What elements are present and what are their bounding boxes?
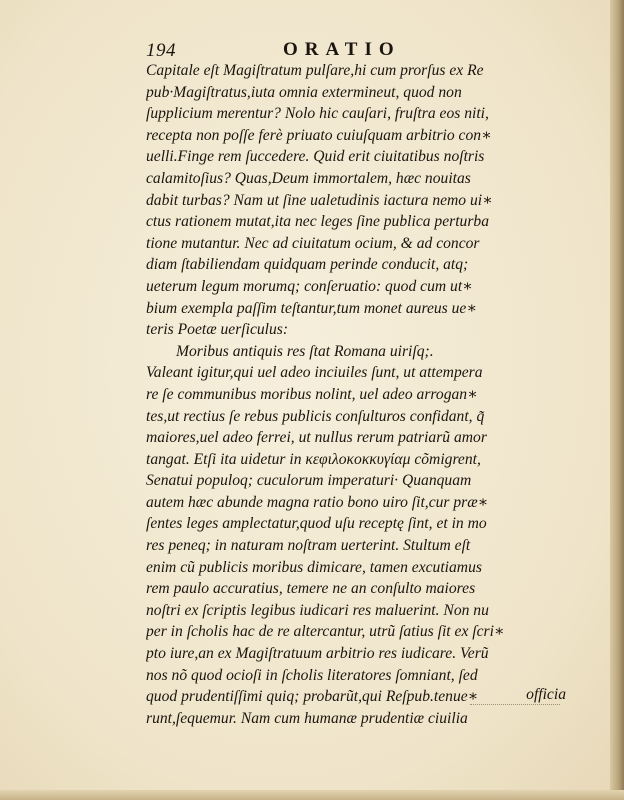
text-line: ſupplicium merentur? Nolo hic cauſari, fruſtra eos niti, (146, 105, 489, 123)
text-line: autem hæc abunde magna ratio bono uiro ſit,cur præ∗ (146, 493, 489, 511)
text-line: re ſe communibus moribus nolint, uel adeo arrogan∗ (146, 385, 478, 403)
text-line: nos nõ quod ocioſi in ſcholis literatores ſomniant, ſed (146, 666, 478, 684)
text-line: runt,ſequemur. Nam cum humanæ prudentiæ ciuilia (146, 709, 468, 727)
text-line: tes,ut rectius ſe rebus publicis conſulturos confidant, q̃ (146, 407, 485, 425)
text-line: teris Poetæ uerſiculus: (146, 321, 289, 339)
text-line: Senatui populoq; cuculorum imperaturi· Quanquam (146, 472, 472, 490)
text-line: Capitale eſt Magiſtratum pulſare,hi cum prorſus ex Re (146, 62, 484, 79)
text-line: diam ſtabiliendam quidquam perinde conducit, atq; (146, 256, 469, 274)
catchword-dots (470, 704, 560, 706)
text-line: ueterum legum morumq; conſeruatio: quod cum ut∗ (146, 277, 473, 295)
text-line: bium exempla paſſim teſtantur,tum monet aureus ue∗ (146, 299, 477, 317)
text-line: tione mutantur. Nec ad ciuitatum ocium, & ad concor (146, 234, 480, 252)
page-number: 194 (146, 40, 176, 61)
text-line: enim cũ publicis moribus dimicare, tamen excutiamus (146, 558, 482, 576)
text-line: ſentes leges amplectatur,quod uſu receptę ſint, et in mo (146, 515, 487, 533)
text-line: Valeant igitur,qui uel adeo inciuiles ſunt, ut attempera (146, 364, 483, 382)
text-line: res peneq; in naturam noſtram uerterint. Stultum eſt (146, 537, 471, 555)
text-line: quod prudentiſſimi quiq; probarũt,qui Reſpub.tenue∗ (146, 688, 479, 706)
page-edge-right (610, 0, 624, 800)
text-line: per in ſcholis hac de re altercantur, utrũ ſatius ſit ex ſcri∗ (146, 623, 505, 641)
text-line: calamitoſius? Quas,Deum immortalem, hæc nouitas (146, 169, 471, 187)
text-line: pub·Magiſtratus,iuta omnia extermineut, quod non (146, 83, 462, 101)
text-line: pto iure,an ex Magiſtratuum arbitrio res iudicare. Verũ (146, 645, 489, 663)
text-line: dabit turbas? Nam ut ſine ualetudinis iactura nemo ui∗ (146, 191, 493, 209)
text-line: recepta non poſſe ferè priuato cuiuſquam arbitrio con∗ (146, 126, 492, 144)
text-line: maiores,uel adeo ferrei, ut nullus rerum patriarũ amor (146, 429, 487, 447)
text-line: ctus rationem mutat,ita nec leges ſine publica perturba (146, 213, 490, 231)
text-line: uelli.Finge rem ſuccedere. Quid erit ciuitatibus noſtris (146, 148, 485, 166)
text-line: tangat. Etſi ita uidetur in κεφιλοκοκκυγίαμ cõmigrent, (146, 450, 481, 468)
catchword: officia (526, 686, 566, 703)
text-line: rem paulo accuratius, temere ne an conſulto maiores (146, 580, 476, 598)
body-text (146, 60, 570, 729)
text-line: noſtri ex ſcriptis legibus iudicari res maluerint. Non nu (146, 601, 489, 619)
page-edge-bottom (0, 790, 624, 800)
verse-quotation: Moribus antiquis res ſtat Romana uiriſq;. (176, 342, 434, 360)
running-head: ORATIO (283, 39, 401, 60)
